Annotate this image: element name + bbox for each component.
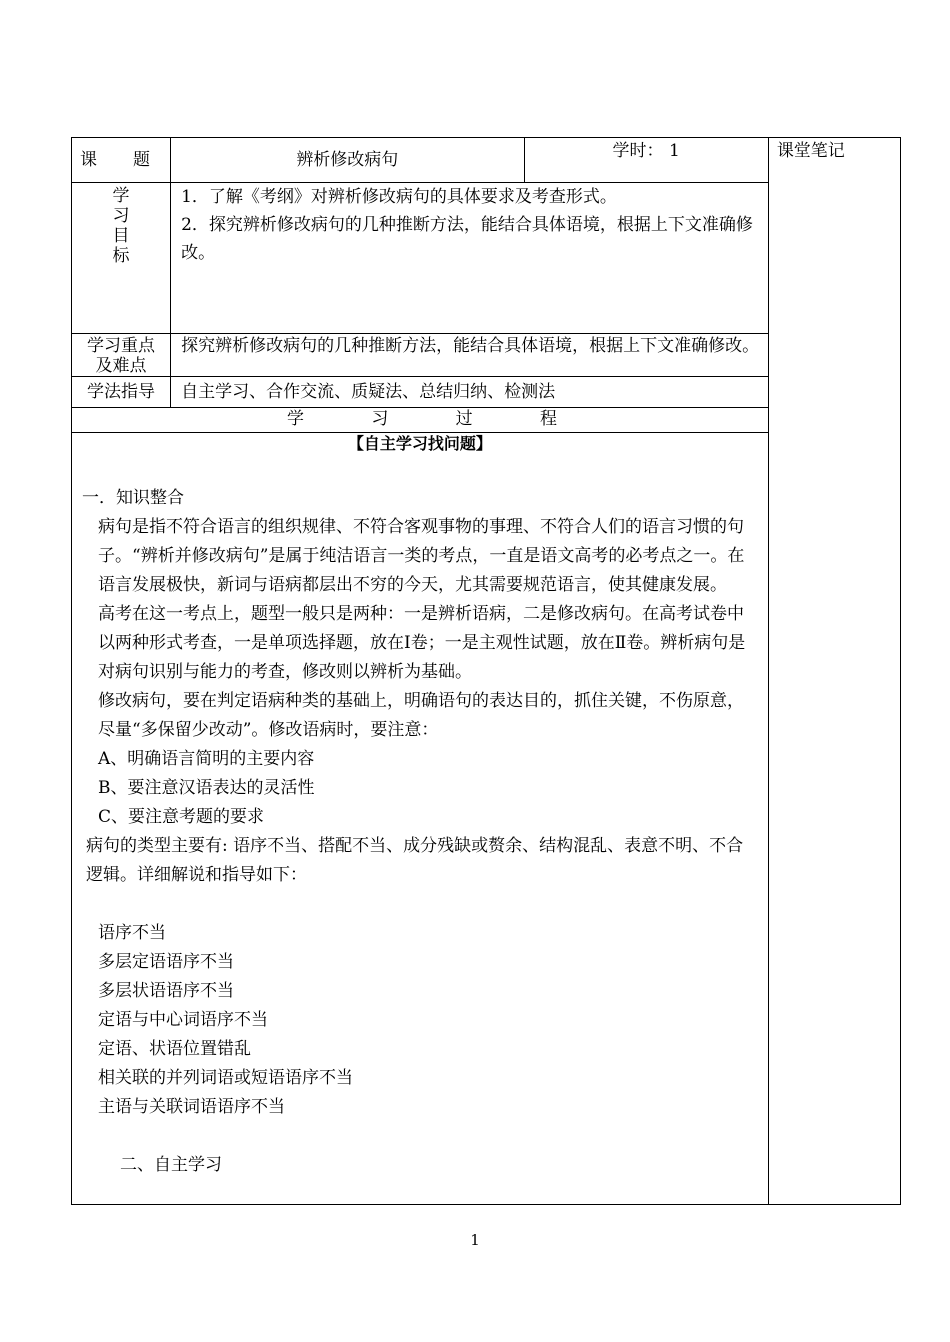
topic-value: 辨析修改病句: [171, 138, 524, 183]
part2-title: 二、自主学习: [120, 1155, 222, 1175]
type-item: 多层状语语序不当: [98, 981, 234, 1001]
methods-content: 自主学习、合作交流、质疑法、总结归纳、检测法: [171, 377, 769, 408]
methods-label: 学法指导: [72, 377, 171, 408]
keypoints-content: 探究辨析修改病句的几种推断方法，能结合具体语境，根据上下文准确修改。: [171, 334, 769, 377]
paragraph: 病句的类型主要有: 语序不当、搭配不当、成分残缺或赘余、结构混乱、表意不明、不合逻辑。详细解说和指导如下：: [86, 836, 744, 885]
note-item: C、要注意考题的要求: [98, 807, 265, 827]
paragraph: 高考在这一考点上，题型一般只是两种：一是辨析语病，二是修改病句。在高考试卷中以两种形式考查，一是单项选择题，放在Ⅰ卷；一是主观性试题，放在Ⅱ卷。辨析病句是对病句识别与能力的考查，修改则以辨析为基础。: [98, 604, 746, 682]
class-notes-column: [768, 138, 900, 1205]
lesson-plan-table: [71, 137, 901, 1205]
type-item: 语序不当: [98, 923, 166, 943]
note-item: A、明确语言简明的主要内容: [98, 749, 315, 769]
paragraph: 修改病句，要在判定语病种类的基础上，明确语句的表达目的，抓住关键，不伤原意，尽量“多保留少改动”。修改语病时，要注意：: [98, 691, 744, 740]
goals-content: [171, 183, 769, 334]
type-item: 相关联的并列词语或短语语序不当: [98, 1068, 353, 1088]
type-item: 定语、状语位置错乱: [98, 1039, 251, 1059]
type-item: 多层定语语序不当: [98, 952, 234, 972]
class-notes-label: 课堂笔记: [776, 141, 845, 161]
section-title: 【自主学习找问题】: [347, 434, 492, 453]
topic-label: 课 题: [72, 138, 171, 183]
keypoints-label: 学习重点 及难点: [72, 334, 171, 377]
process-heading: 学 习 过 程: [72, 408, 769, 433]
goals-label: 学 习 目 标: [72, 183, 171, 334]
topic-row: [72, 138, 901, 183]
body-content: [72, 433, 769, 1205]
class-hours: 学时： 1: [524, 138, 768, 183]
goal-item: 2．探究辨析修改病句的几种推断方法，能结合具体语境，根据上下文准确修改。: [181, 215, 753, 263]
part1-title: 一．知识整合: [82, 488, 184, 508]
paragraph: 病句是指不符合语言的组织规律、不符合客观事物的事理、不符合人们的语言习惯的句子。“辨析并修改病句”是属于纯洁语言一类的考点，一直是语文高考的必考点之一。在语言发展极快，新词与语病都层出不穷的今天，尤其需要规范语言，使其健康发展。: [98, 517, 745, 595]
page-number: 1: [470, 1231, 480, 1249]
type-item: 主语与关联词语语序不当: [98, 1097, 285, 1117]
note-item: B、要注意汉语表达的灵活性: [98, 778, 315, 798]
goal-item: 1．了解《考纲》对辨析修改病句的具体要求及考查形式。: [181, 187, 617, 207]
type-item: 定语与中心词语序不当: [98, 1010, 268, 1030]
